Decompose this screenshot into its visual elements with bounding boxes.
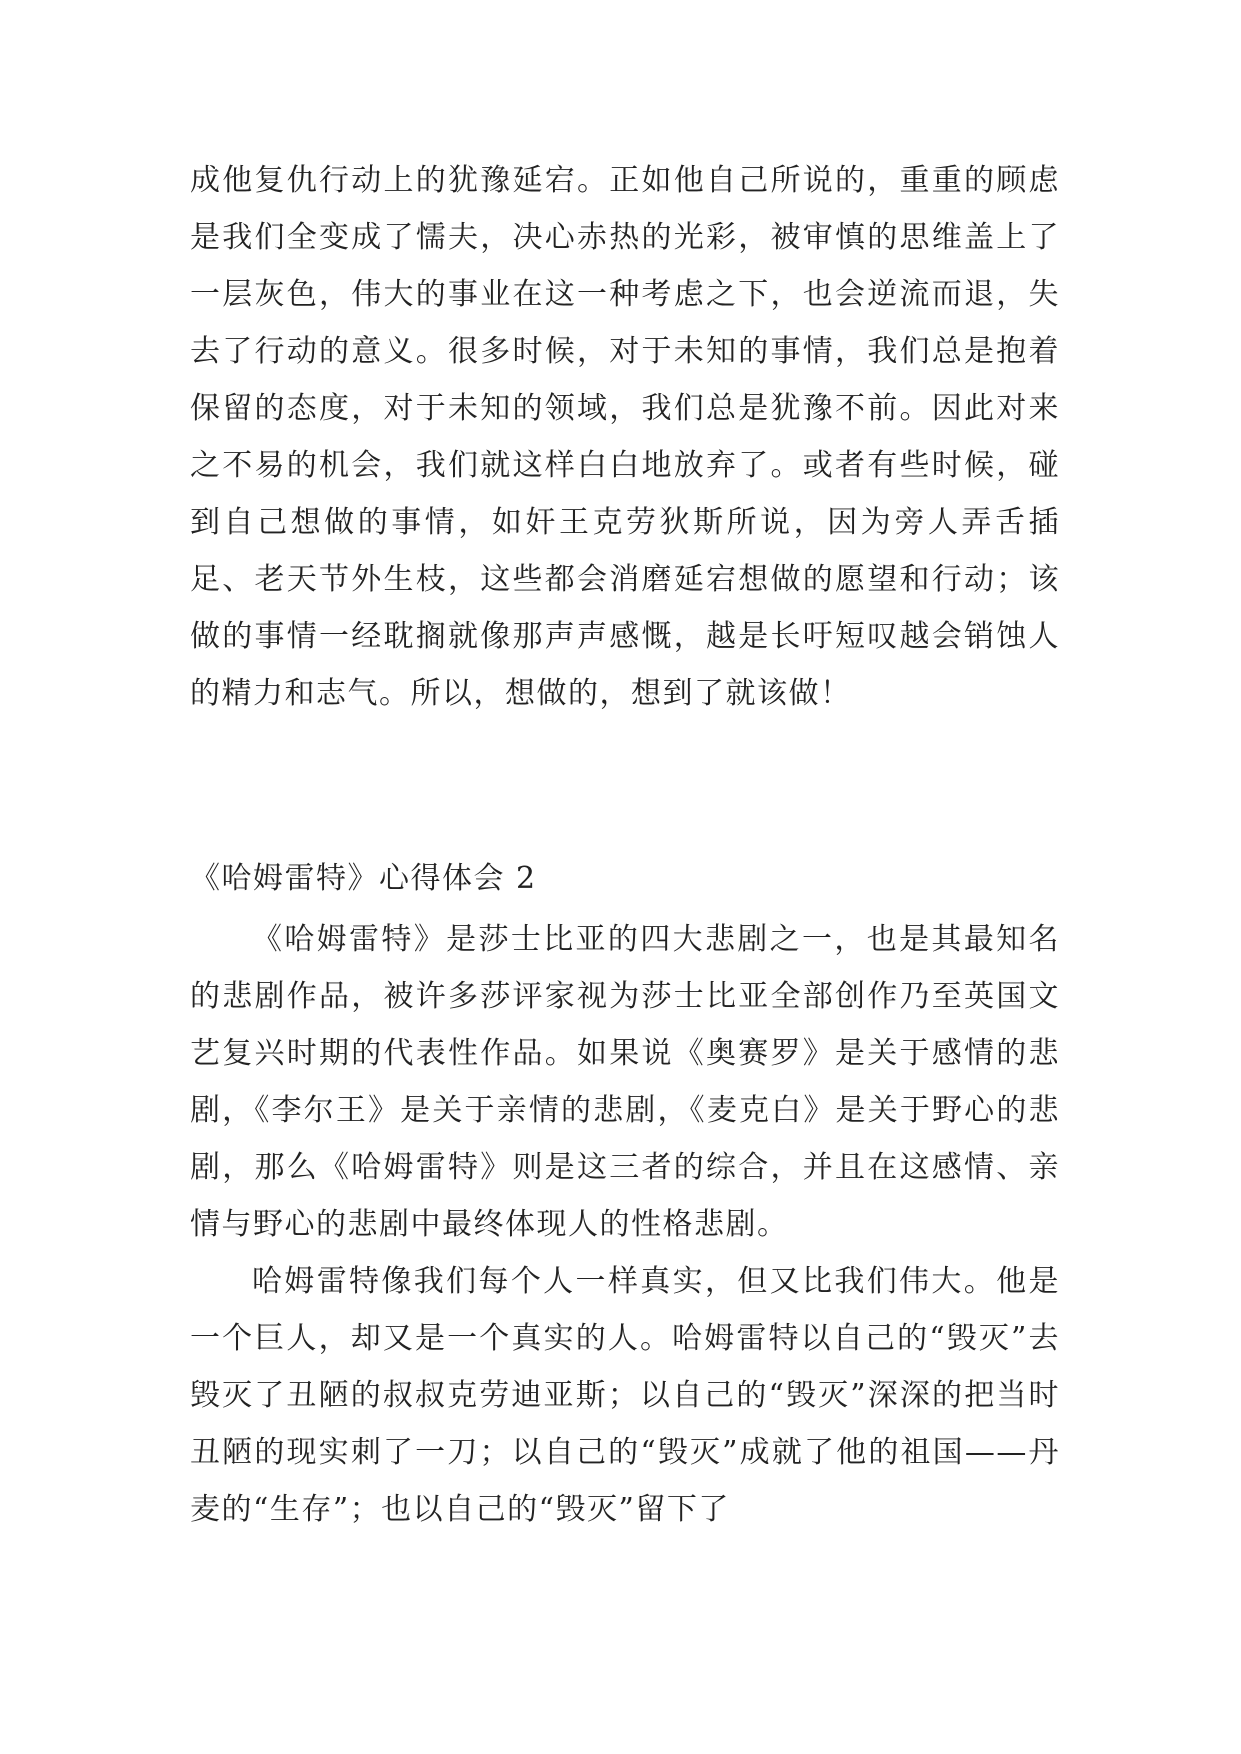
body-paragraph: 《哈姆雷特》是莎士比亚的四大悲剧之一，也是其最知名的悲剧作品，被许多莎评家视为莎士比亚全部创作乃至英国文艺复兴时期的代表性作品。如果说《奥赛罗》是关于感情的悲剧，《李尔王》是关于亲情的悲剧，《麦克白》是关于野心的悲剧，那么《哈姆雷特》则是这三者的综合，并且在这感情、亲情与野心的悲剧中最终体现人的性格悲剧。 bbox=[190, 922, 1060, 1242]
continued-paragraph-block bbox=[190, 152, 1060, 722]
body-paragraph: 成他复仇行动上的犹豫延宕。正如他自己所说的，重重的顾虑是我们全变成了懦夫，决心赤热的光彩，被审慎的思维盖上了一层灰色，伟大的事业在这一种考虑之下，也会逆流而退，失去了行动的意义。很多时候，对于未知的事情，我们总是抱着保留的态度，对于未知的领域，我们总是犹豫不前。因此对来之不易的机会，我们就这样白白地放弃了。或者有些时候，碰到自己想做的事情，如奸王克劳狄斯所说，因为旁人弄舌插足、老天节外生枝，这些都会消磨延宕想做的愿望和行动；该做的事情一经耽搁就像那声声感慨，越是长吁短叹越会销蚀人的精力和志气。所以，想做的，想到了就该做！ bbox=[190, 163, 1060, 711]
section-heading: 《哈姆雷特》心得体会 2 bbox=[190, 861, 537, 896]
section-body bbox=[190, 911, 1060, 1538]
body-paragraph: 哈姆雷特像我们每个人一样真实，但又比我们伟大。他是一个巨人，却又是一个真实的人。哈姆雷特以自己的“毁灭”去毁灭了丑陋的叔叔克劳迪亚斯；以自己的“毁灭”深深的把当时丑陋的现实刺了一刀；以自己的“毁灭”成就了他的祖国——丹麦的“生存”；也以自己的“毁灭”留下了 bbox=[190, 1264, 1060, 1527]
